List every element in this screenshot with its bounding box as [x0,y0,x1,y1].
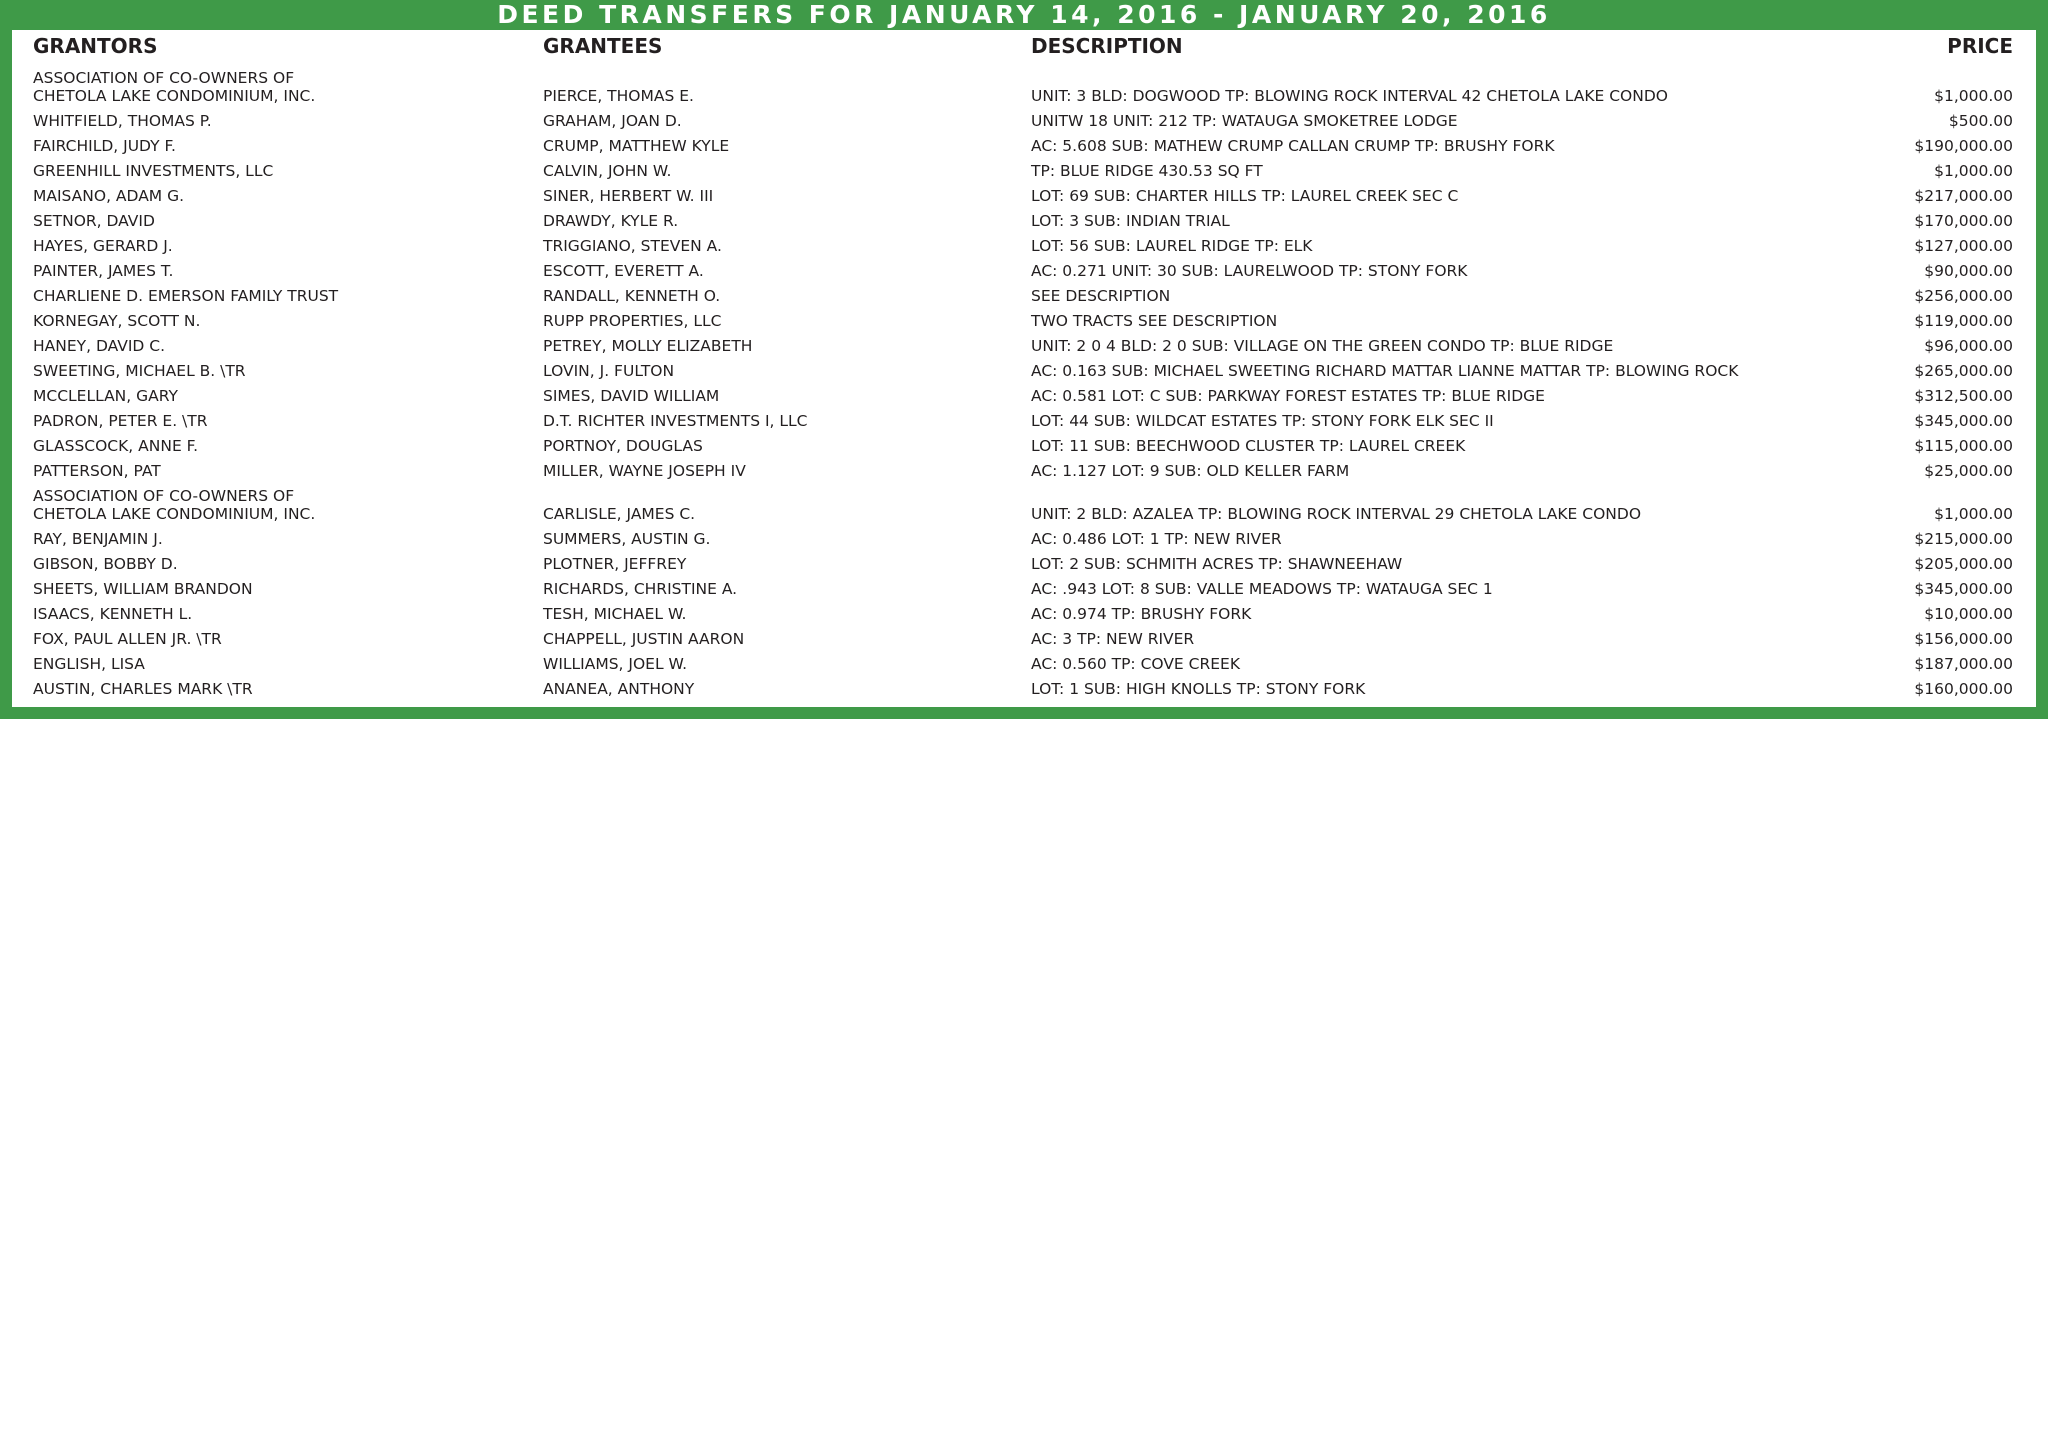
price-cell: $156,000.00 [1914,630,2013,648]
grantor-cell: GLASSCOCK, ANNE F. [33,437,199,455]
table-row [0,283,2048,308]
table-row [0,383,2048,408]
description-cell: AC: 0.581 LOT: C SUB: PARKWAY FOREST ESTATES TP: BLUE RIDGE [1031,387,1545,405]
grantor-cell: PAINTER, JAMES T. [33,262,174,280]
grantor-cell: KORNEGAY, SCOTT N. [33,312,201,330]
grantor-cell: SHEETS, WILLIAM BRANDON [33,580,253,598]
grantor-cell: HAYES, GERARD J. [33,237,173,255]
grantor-cell: WHITFIELD, THOMAS P. [33,112,212,130]
description-cell: LOT: 2 SUB: SCHMITH ACRES TP: SHAWNEEHAW [1031,555,1403,573]
description-cell: AC: 0.271 UNIT: 30 SUB: LAURELWOOD TP: STONY FORK [1031,262,1468,280]
table-row [0,133,2048,158]
grantee-cell: TRIGGIANO, STEVEN A. [543,237,722,255]
price-cell: $115,000.00 [1914,437,2013,455]
column-header-description: DESCRIPTION [1031,34,1183,58]
description-cell: AC: 3 TP: NEW RIVER [1031,630,1195,648]
table-row [0,308,2048,333]
grantor-cell: SETNOR, DAVID [33,212,155,230]
description-cell: LOT: 1 SUB: HIGH KNOLLS TP: STONY FORK [1031,680,1366,698]
table-row [0,651,2048,676]
price-cell: $1,000.00 [1934,162,2013,180]
price-cell: $345,000.00 [1914,580,2013,598]
table-row [0,333,2048,358]
description-cell: UNIT: 2 BLD: AZALEA TP: BLOWING ROCK INTERVAL 29 CHETOLA LAKE CONDO [1031,505,1642,523]
grantor-cell: PATTERSON, PAT [33,462,161,480]
grantor-cell: FAIRCHILD, JUDY F. [33,137,176,155]
grantor-cell: CHARLIENE D. EMERSON FAMILY TRUST [33,287,339,305]
description-cell: LOT: 69 SUB: CHARTER HILLS TP: LAUREL CREEK SEC C [1031,187,1459,205]
description-cell: LOT: 11 SUB: BEECHWOOD CLUSTER TP: LAUREL CREEK [1031,437,1466,455]
deed-transfers-panel [0,0,2048,719]
price-cell: $119,000.00 [1914,312,2013,330]
table-row [0,601,2048,626]
price-cell: $215,000.00 [1914,530,2013,548]
table-row [0,551,2048,576]
column-header-grantors: GRANTORS [33,34,158,58]
grantee-cell: SUMMERS, AUSTIN G. [543,530,711,548]
grantor-cell: AUSTIN, CHARLES MARK \TR [33,680,253,698]
grantee-cell: D.T. RICHTER INVESTMENTS I, LLC [543,412,808,430]
grantee-cell: ESCOTT, EVERETT A. [543,262,704,280]
deed-table-body [0,65,2048,701]
description-cell: LOT: 3 SUB: INDIAN TRIAL [1031,212,1230,230]
price-cell: $500.00 [1948,112,2013,130]
grantee-cell: CRUMP, MATTHEW KYLE [543,137,730,155]
description-cell: AC: 5.608 SUB: MATHEW CRUMP CALLAN CRUMP TP: BRUSHY FORK [1031,137,1555,155]
grantee-cell: RICHARDS, CHRISTINE A. [543,580,738,598]
table-row [0,676,2048,701]
grantee-cell: CARLISLE, JAMES C. [543,505,696,523]
grantee-cell: PETREY, MOLLY ELIZABETH [543,337,753,355]
grantor-cell: HANEY, DAVID C. [33,337,166,355]
grantee-cell: SINER, HERBERT W. III [543,187,714,205]
price-cell: $345,000.00 [1914,412,2013,430]
page-title: DEED TRANSFERS FOR JANUARY 14, 2016 - JANUARY 20, 2016 [497,0,1551,29]
grantor-cell: MAISANO, ADAM G. [33,187,185,205]
table-row [0,526,2048,551]
description-cell: AC: 0.163 SUB: MICHAEL SWEETING RICHARD MATTAR LIANNE MATTAR TP: BLOWING ROCK [1031,362,1739,380]
table-row [0,483,2048,526]
table-row [0,233,2048,258]
table-row [0,433,2048,458]
price-cell: $1,000.00 [1934,87,2013,105]
grantee-cell: PORTNOY, DOUGLAS [543,437,703,455]
table-row [0,408,2048,433]
description-cell: LOT: 56 SUB: LAUREL RIDGE TP: ELK [1031,237,1313,255]
table-row [0,258,2048,283]
price-cell: $217,000.00 [1914,187,2013,205]
price-cell: $10,000.00 [1924,605,2013,623]
description-cell: AC: 0.560 TP: COVE CREEK [1031,655,1240,673]
price-cell: $187,000.00 [1914,655,2013,673]
description-cell: UNIT: 3 BLD: DOGWOOD TP: BLOWING ROCK INTERVAL 42 CHETOLA LAKE CONDO [1031,87,1668,105]
table-row [0,458,2048,483]
grantor-cell: PADRON, PETER E. \TR [33,412,208,430]
grantee-cell: MILLER, WAYNE JOSEPH IV [543,462,746,480]
table-row [0,208,2048,233]
description-cell: AC: 0.486 LOT: 1 TP: NEW RIVER [1031,530,1282,548]
price-cell: $25,000.00 [1924,462,2013,480]
grantee-cell: GRAHAM, JOAN D. [543,112,682,130]
grantee-cell: PLOTNER, JEFFREY [543,555,687,573]
grantee-cell: CHAPPELL, JUSTIN AARON [543,630,745,648]
column-header-grantees: GRANTEES [543,34,663,58]
price-cell: $90,000.00 [1924,262,2013,280]
grantee-cell: TESH, MICHAEL W. [543,605,687,623]
price-cell: $256,000.00 [1914,287,2013,305]
price-cell: $160,000.00 [1914,680,2013,698]
price-cell: $96,000.00 [1924,337,2013,355]
description-cell: AC: 1.127 LOT: 9 SUB: OLD KELLER FARM [1031,462,1350,480]
price-cell: $190,000.00 [1914,137,2013,155]
grantor-cell: RAY, BENJAMIN J. [33,530,163,548]
grantor-cell: ENGLISH, LISA [33,655,145,673]
grantor-cell: FOX, PAUL ALLEN JR. \TR [33,630,222,648]
price-cell: $205,000.00 [1914,555,2013,573]
price-cell: $1,000.00 [1934,505,2013,523]
table-row [0,108,2048,133]
table-row [0,626,2048,651]
table-row [0,158,2048,183]
table-row [0,576,2048,601]
description-cell: TWO TRACTS SEE DESCRIPTION [1031,312,1278,330]
grantor-cell: ASSOCIATION OF CO-OWNERS OF CHETOLA LAKE CONDOMINIUM, INC. [33,487,316,523]
grantor-cell: MCCLELLAN, GARY [33,387,178,405]
description-cell: LOT: 44 SUB: WILDCAT ESTATES TP: STONY FORK ELK SEC II [1031,412,1494,430]
description-cell: TP: BLUE RIDGE 430.53 SQ FT [1031,162,1263,180]
column-header-price: PRICE [1947,34,2013,58]
table-row [0,183,2048,208]
grantor-cell: SWEETING, MICHAEL B. \TR [33,362,246,380]
table-row [0,65,2048,108]
grantor-cell: ASSOCIATION OF CO-OWNERS OF CHETOLA LAKE CONDOMINIUM, INC. [33,69,316,105]
grantee-cell: WILLIAMS, JOEL W. [543,655,688,673]
price-cell: $170,000.00 [1914,212,2013,230]
description-cell: AC: .943 LOT: 8 SUB: VALLE MEADOWS TP: WATAUGA SEC 1 [1031,580,1493,598]
grantee-cell: SIMES, DAVID WILLIAM [543,387,720,405]
grantee-cell: PIERCE, THOMAS E. [543,87,694,105]
price-cell: $265,000.00 [1914,362,2013,380]
grantee-cell: RUPP PROPERTIES, LLC [543,312,722,330]
description-cell: AC: 0.974 TP: BRUSHY FORK [1031,605,1252,623]
grantee-cell: ANANEA, ANTHONY [543,680,695,698]
price-cell: $312,500.00 [1914,387,2013,405]
grantee-cell: LOVIN, J. FULTON [543,362,675,380]
grantor-cell: GIBSON, BOBBY D. [33,555,178,573]
table-row [0,358,2048,383]
grantee-cell: RANDALL, KENNETH O. [543,287,721,305]
description-cell: UNIT: 2 0 4 BLD: 2 0 SUB: VILLAGE ON THE GREEN CONDO TP: BLUE RIDGE [1031,337,1614,355]
description-cell: UNITW 18 UNIT: 212 TP: WATAUGA SMOKETREE LODGE [1031,112,1458,130]
price-cell: $127,000.00 [1914,237,2013,255]
grantor-cell: GREENHILL INVESTMENTS, LLC [33,162,274,180]
description-cell: SEE DESCRIPTION [1031,287,1171,305]
grantee-cell: CALVIN, JOHN W. [543,162,672,180]
grantor-cell: ISAACS, KENNETH L. [33,605,193,623]
grantee-cell: DRAWDY, KYLE R. [543,212,679,230]
